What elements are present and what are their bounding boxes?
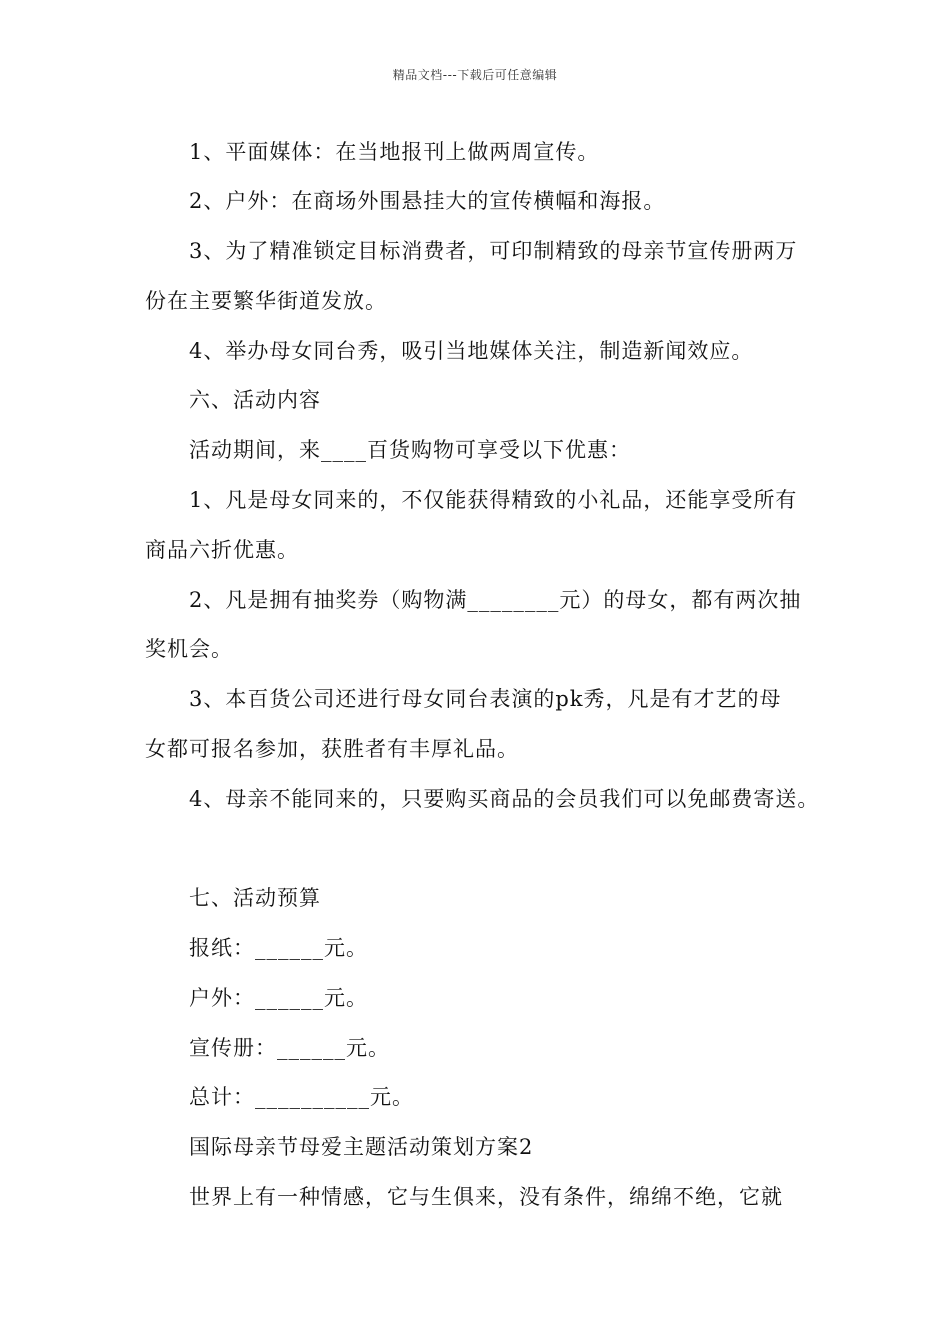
activities-intro: 活动期间，来____百货购物可享受以下优惠： xyxy=(189,438,631,462)
promo-item-4: 4、举办母女同台秀，吸引当地媒体关注，制造新闻效应。 xyxy=(189,339,754,363)
budget-newspaper: 报纸：______元。 xyxy=(189,936,368,960)
activity-item-3-cont: 女都可报名参加，获胜者有丰厚礼品。 xyxy=(145,737,519,761)
activity-item-3: 3、本百货公司还进行母女同台表演的pk秀，凡是有才艺的母 xyxy=(189,687,782,711)
activity-item-2: 2、凡是拥有抽奖券（购物满________元）的母女，都有两次抽 xyxy=(189,588,802,612)
intro-paragraph: 世界上有一种情感，它与生俱来，没有条件，绵绵不绝，它就 xyxy=(189,1185,783,1209)
promo-item-3-cont: 份在主要繁华街道发放。 xyxy=(145,289,387,313)
document-title-2: 国际母亲节母爱主题活动策划方案2 xyxy=(189,1135,534,1159)
budget-outdoor: 户外：______元。 xyxy=(189,986,368,1010)
promo-item-3: 3、为了精准锁定目标消费者，可印制精致的母亲节宣传册两万 xyxy=(189,239,798,263)
budget-brochure: 宣传册：______元。 xyxy=(189,1036,390,1060)
promo-item-1: 1、平面媒体：在当地报刊上做两周宣传。 xyxy=(189,140,600,164)
budget-total: 总计：__________元。 xyxy=(189,1085,414,1109)
section-heading-activities: 六、活动内容 xyxy=(189,388,321,412)
activity-item-1: 1、凡是母女同来的，不仅能获得精致的小礼品，还能享受所有 xyxy=(189,488,798,512)
activity-item-1-cont: 商品六折优惠。 xyxy=(145,538,299,562)
activity-item-4: 4、母亲不能同来的，只要购买商品的会员我们可以免邮费寄送。 xyxy=(189,787,820,811)
page-header: 精品文档---下载后可任意编辑 xyxy=(392,68,558,82)
section-heading-budget: 七、活动预算 xyxy=(189,886,321,910)
promo-item-2: 2、户外：在商场外围悬挂大的宣传横幅和海报。 xyxy=(189,189,666,213)
activity-item-2-cont: 奖机会。 xyxy=(145,637,233,661)
